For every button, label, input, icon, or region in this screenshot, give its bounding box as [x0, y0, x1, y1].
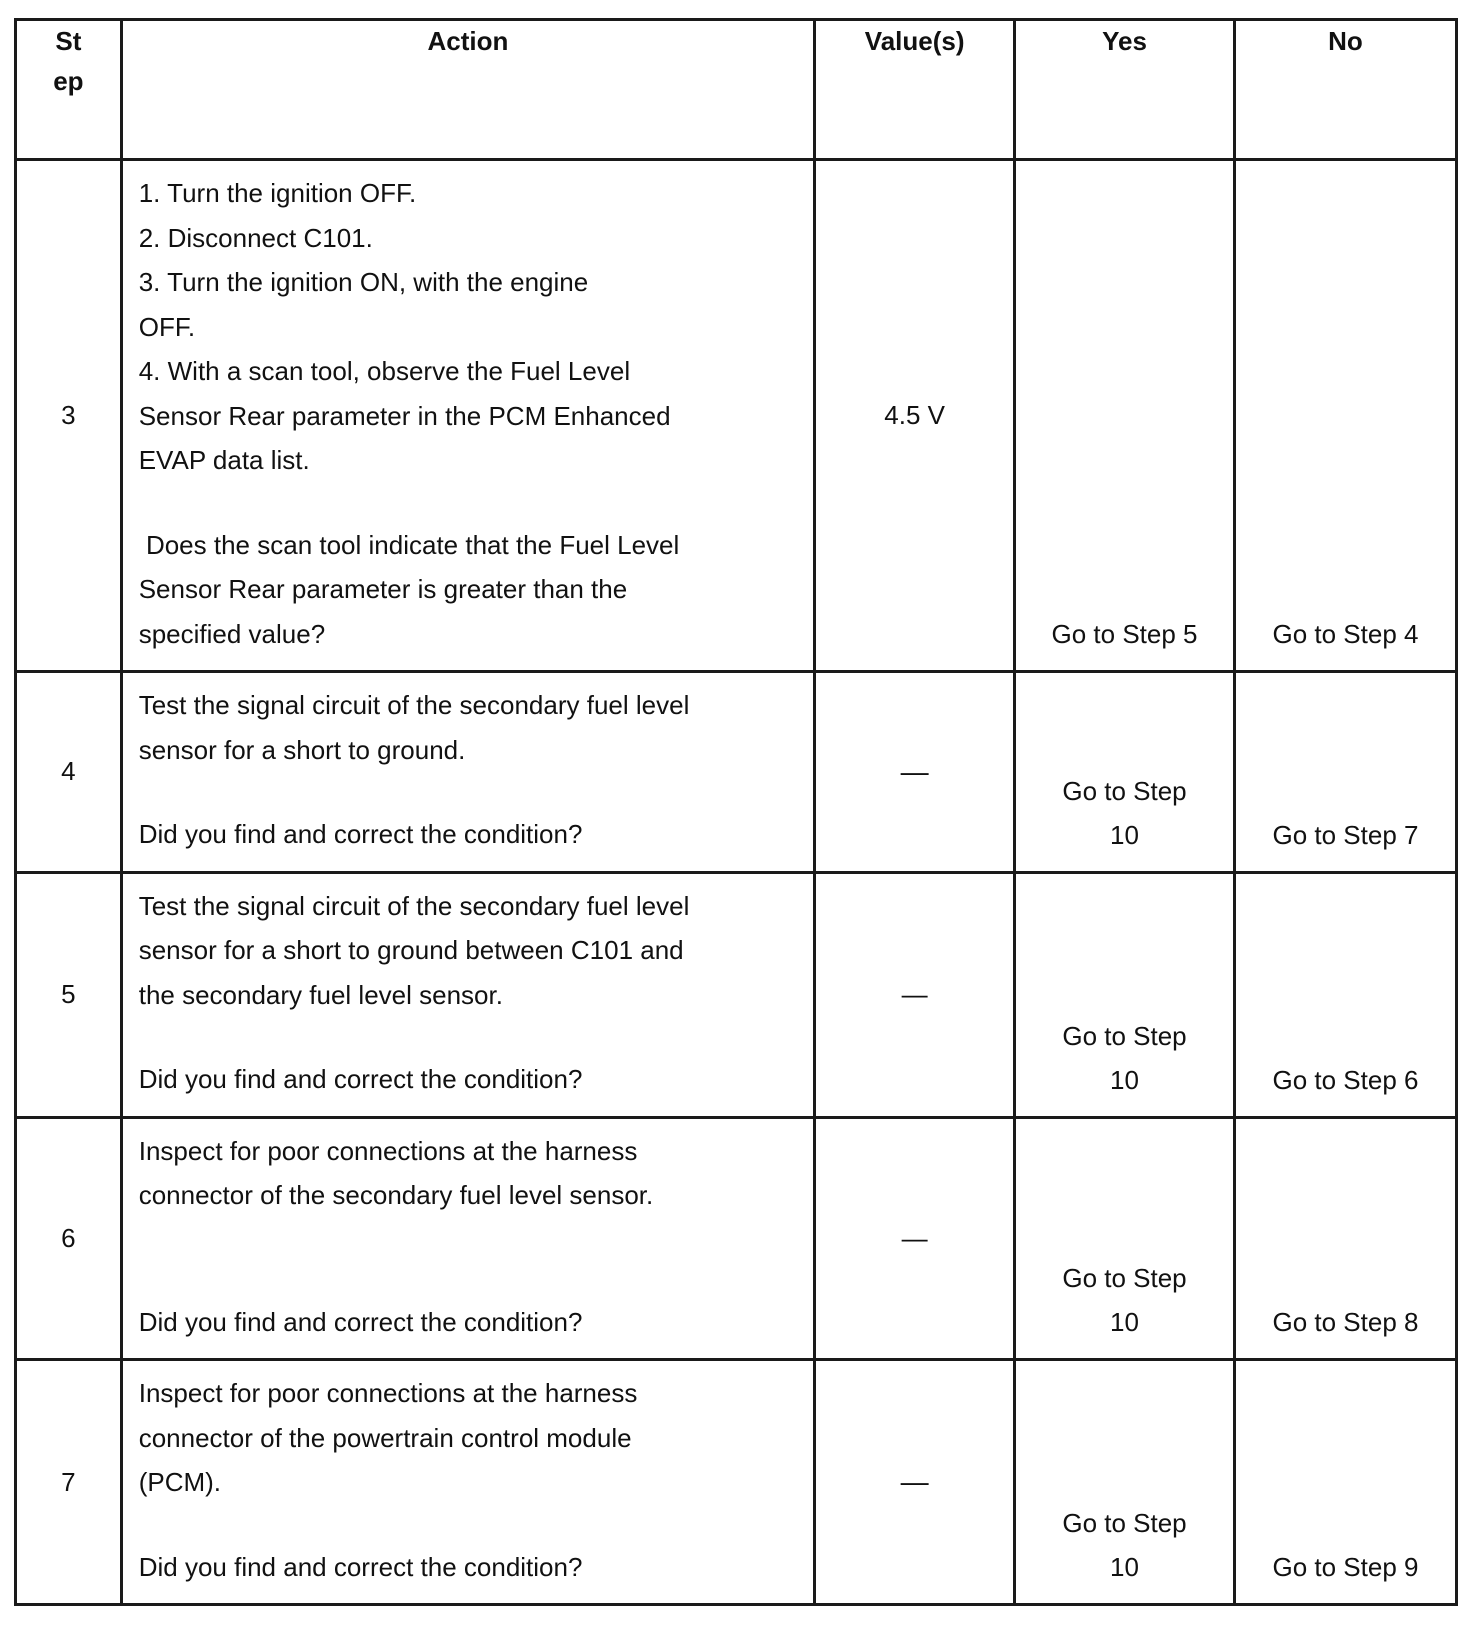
step-number: 3 — [16, 160, 122, 672]
table-row — [16, 1360, 1457, 1605]
header-yes: Yes — [1015, 20, 1235, 160]
no-line: Go to Step 6 — [1272, 1064, 1419, 1095]
action-line: 3. Turn the ignition ON, with the engine — [138, 267, 589, 297]
action-line: sensor for a short to ground between C101 and — [138, 935, 684, 965]
table-row — [16, 1117, 1457, 1360]
action-line: connector of the secondary fuel level sensor. — [138, 1180, 654, 1210]
action-cell — [121, 1117, 815, 1360]
action-line: 4. With a scan tool, observe the Fuel Level — [138, 356, 631, 386]
yes-line: Go to Step 5 — [1051, 619, 1198, 649]
action-line: 1. Turn the ignition OFF. — [138, 178, 417, 208]
action-line: OFF. — [138, 311, 196, 342]
step-number: 5 — [16, 872, 122, 1117]
no-line: Go to Step 7 — [1272, 819, 1419, 850]
action-line: Sensor Rear parameter in the PCM Enhanced — [138, 400, 671, 431]
action-line: sensor for a short to ground. — [138, 734, 466, 765]
action-cell — [121, 872, 815, 1117]
question-line: Did you find and correct the condition? — [138, 1306, 583, 1337]
yes-line: 10 — [1110, 1064, 1139, 1095]
yes-line: 10 — [1110, 1552, 1139, 1582]
value-cell: — — [815, 872, 1015, 1117]
yes-line: Go to Step — [1062, 1508, 1187, 1538]
question-line: Did you find and correct the condition? — [138, 819, 583, 849]
yes-line: Go to Step — [1062, 1263, 1187, 1293]
action-cell — [121, 160, 815, 672]
no-line: Go to Step 9 — [1272, 1552, 1419, 1582]
value-cell: 4.5 V — [815, 160, 1015, 672]
no-line: Go to Step 4 — [1272, 619, 1419, 649]
header-values: Value(s) — [815, 20, 1015, 160]
header-step — [16, 20, 122, 160]
yes-cell — [1015, 160, 1235, 672]
action-line: connector of the powertrain control module — [138, 1422, 632, 1453]
yes-cell — [1015, 1117, 1235, 1360]
header-step-line2: ep — [53, 66, 84, 96]
action-line: EVAP data list. — [138, 445, 310, 475]
no-cell — [1234, 872, 1456, 1117]
table-row — [16, 672, 1457, 873]
header-action: Action — [121, 20, 815, 160]
no-cell — [1234, 672, 1456, 873]
step-number: 6 — [16, 1117, 122, 1360]
action-line: (PCM). — [138, 1467, 222, 1497]
yes-cell — [1015, 672, 1235, 873]
action-cell — [121, 1360, 815, 1605]
action-line: the secondary fuel level sensor. — [138, 979, 503, 1010]
question-line: specified value? — [138, 618, 326, 649]
header-step-line1: St — [55, 26, 82, 56]
no-cell — [1234, 160, 1456, 672]
table-row — [16, 872, 1457, 1117]
diagnostic-table — [14, 18, 1458, 1606]
action-line: Inspect for poor connections at the harness — [138, 1378, 638, 1408]
yes-line: 10 — [1110, 1307, 1139, 1337]
no-line: Go to Step 8 — [1272, 1307, 1419, 1337]
step-number: 4 — [16, 672, 122, 873]
yes-line: 10 — [1110, 819, 1139, 850]
action-line: Test the signal circuit of the secondary fuel level — [138, 890, 690, 921]
header-row — [16, 20, 1457, 160]
step-number: 7 — [16, 1360, 122, 1605]
question-line: Did you find and correct the condition? — [138, 1064, 583, 1094]
value-cell: — — [815, 672, 1015, 873]
yes-cell — [1015, 872, 1235, 1117]
action-cell — [121, 672, 815, 873]
value-cell: — — [815, 1117, 1015, 1360]
action-line: Test the signal circuit of the secondary fuel level — [138, 690, 690, 720]
yes-cell — [1015, 1360, 1235, 1605]
header-no: No — [1234, 20, 1456, 160]
question-line: Does the scan tool indicate that the Fuel Level — [138, 529, 680, 560]
action-line: 2. Disconnect C101. — [138, 222, 373, 253]
no-cell — [1234, 1360, 1456, 1605]
yes-line: Go to Step — [1062, 775, 1187, 806]
yes-line: Go to Step — [1062, 1020, 1187, 1051]
question-line: Did you find and correct the condition? — [138, 1551, 583, 1582]
table-row — [16, 160, 1457, 672]
value-cell: — — [815, 1360, 1015, 1605]
no-cell — [1234, 1117, 1456, 1360]
question-line: Sensor Rear parameter is greater than the — [138, 574, 628, 604]
action-line: Inspect for poor connections at the harness — [138, 1135, 638, 1166]
